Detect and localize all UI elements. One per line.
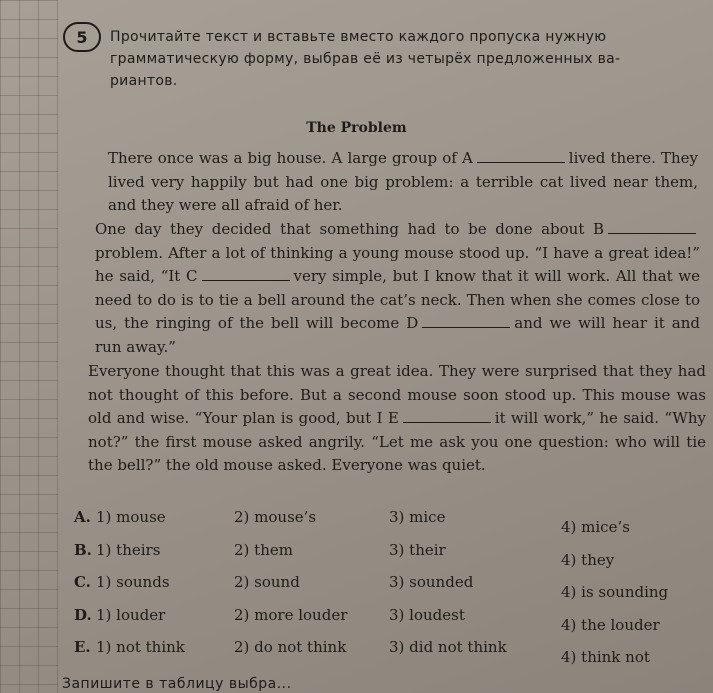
option-choice: 1) not think [96,638,185,656]
option-row-a [64,508,704,541]
option-letter: A. [74,508,91,526]
text-segment: One day they decided that something had to be done about B [95,220,604,238]
instruction-line: грамматическую форму, выбрав её из четырёх предложенных ва- [110,51,621,67]
option-choice: 3) loudest [389,605,465,624]
text-segment: problem. After a lot of thinking a young mouse stood up. “I have a great idea!” he said, “It C [95,243,700,285]
paragraph-2 [95,218,700,359]
gap-b-blank [608,219,696,234]
option-choice: 3) mice [389,508,446,526]
option-letter: B. [74,540,92,559]
task-number-badge: 5 [63,22,101,52]
option-letter: D. [74,605,92,624]
option-row-e [64,638,704,671]
text-segment: There once was a big house. A large group of A [108,149,473,167]
text-segment: Everyone thought that this was a great idea. They were surprised that they had not thought of this before. But a second mouse soon stood up. This mouse was old and wise. “Your plan is good, but I E [88,362,706,427]
option-choice: 2) sound [234,573,300,591]
text-segment: very simple, but I know that it will work. All that we need to do is to tie a bell around the cat’s neck. Then when she comes close to us, the ringing of the bell will become D [95,267,701,332]
option-choice: 2) more louder [234,605,348,624]
option-row-c [64,573,704,606]
option-choice: 4) think not [561,648,650,666]
text-segment: and we will hear it and run away.” [95,314,700,356]
option-choice: 4) the louder [561,615,660,634]
gap-d-blank [422,313,510,328]
gap-e-blank [403,408,491,423]
answer-grid-margin [0,0,58,693]
option-row-d [64,606,704,639]
text-segment: lived there. They lived very happily but had one big problem: a terrible cat lived near them, and they were all afraid of her. [108,149,699,214]
option-letter: C. [74,573,91,591]
option-choice: 1) mouse [96,508,166,526]
option-choice: 4) they [561,550,615,569]
option-choice: 4) is sounding [561,583,669,601]
option-choice: 3) their [389,540,446,559]
option-choice: 3) sounded [389,573,474,591]
answer-options [64,508,704,671]
option-choice: 1) theirs [96,540,161,559]
option-choice: 2) mouse’s [234,508,317,526]
text-segment: it will work,” he said. “Why not?” the first mouse asked angrily. “Let me ask you one question: who will tie the bell?” the old mouse asked. Everyone was quiet. [88,409,706,474]
option-choice: 4) mice’s [561,518,630,536]
paragraph-3 [88,360,706,478]
option-letter: E. [74,638,91,656]
paragraph-1 [108,147,698,218]
text-title: The Problem [306,120,407,136]
option-row-b [64,541,704,574]
task-instruction [110,26,700,92]
option-choice: 2) do not think [234,638,347,656]
instruction-line: Прочитайте текст и вставьте вместо каждого пропуска нужную [110,29,607,45]
option-choice: 3) did not think [389,638,507,656]
option-choice: 2) them [234,540,293,559]
option-choice: 1) louder [96,605,166,624]
gap-a-blank [477,148,565,163]
instruction-line: риантов. [110,73,178,89]
option-choice: 1) sounds [96,573,170,591]
gap-c-blank [202,266,290,281]
footer-instruction: Запишите в таблицу выбра... [62,676,292,692]
